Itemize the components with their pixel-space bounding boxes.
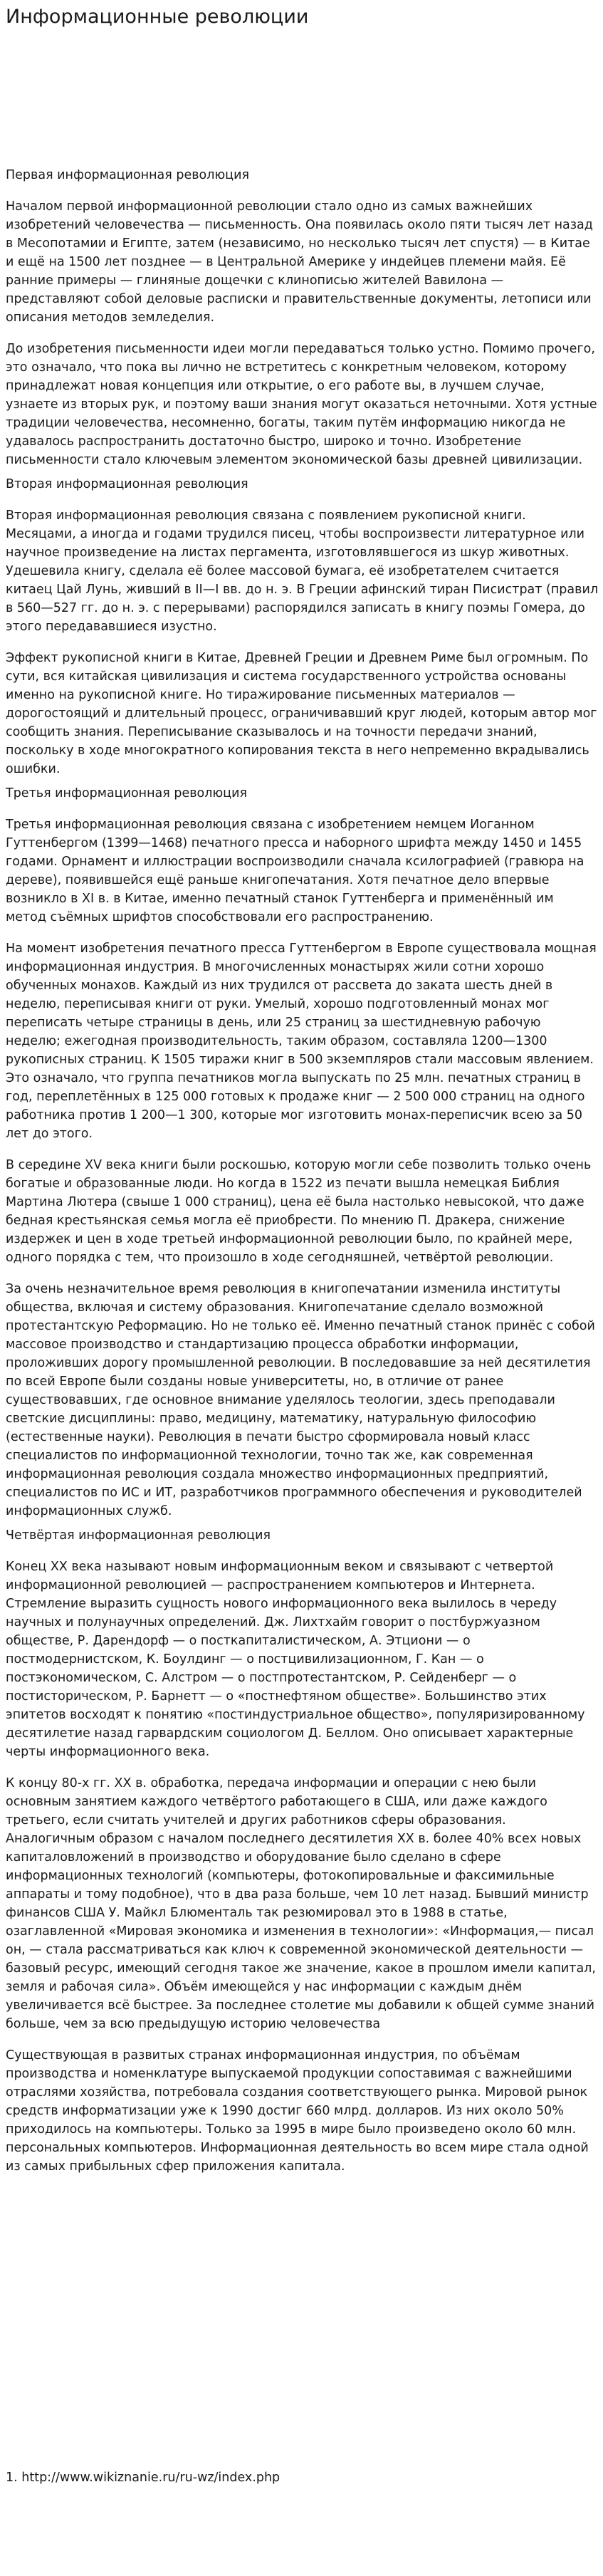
paragraph: Третья информационная революция связана с изобретением немцем Иоганном Гуттенбергом (1399—1468) печатного пресса и наборного шрифта между 1450 и 1455 годами. Орнамент и иллюстрации воспроизводили сначала ксилографией (гравюра на дереве), появившейся ещё раньше книгопечатания. Хотя печатное дело впервые возникло в XI в. в Китае, именно печатный станок Гуттенберга и применённый им метод съёмных шрифтов способствовали его распространению. bbox=[6, 818, 584, 924]
paragraph: В середине XV века книги были роскошью, которую могли себе позволить только очень богатые и образованные люди. Но когда в 1522 из печати вышла немецкая Библия Мартина Лютера (свыше 1 000 страниц), цена её была настолько невысокой, что даже бедная крестьянская семья могла её приобрести. По мнению П. Дракера, снижение издержек и цен в ходе третьей информационной революции было, по крайней мере, одного порядка с тем, что произошло в ходе сегодняшней, четвёртой революции. bbox=[6, 1158, 592, 1265]
footnote bbox=[6, 2468, 280, 2487]
paragraph: Началом первой информационной революции стало одно из самых важнейших изобретений человечества — письменность. Она появилась около пяти тысяч лет назад в Месопотамии и Египте, затем (независимо, но несколько тысяч лет спустя) — в Китае и ещё на 1500 лет позднее — в Центральной Америке у индейцев племени майя. Её ранние примеры — глиняные дощечки с клинописью жителей Вавилона — представляют собой деловые расписки и правительственные документы, летописи или описания методов земледелия. bbox=[6, 199, 593, 325]
paragraph: К концу 80-х гг. XX в. обработка, передача информации и операции с нею были основным занятием каждого четвёртого работающего в США, или даже каждого третьего, если считать учителей и других работников сферы образования. Аналогичным образом с началом последнего десятилетия XX в. более 40% всех новых капиталовложений в производство и оборудование было сделано в сфере информационных технологий (компьютеры, фотокопировальные и факсимильные аппараты и тому подобное), что в два раза больше, чем 10 лет назад. Бывший министр финансов США У. Майкл Блюменталь так резюмировал это в 1988 в статье, озаглавленной «Мировая экономика и изменения в технологии»: «Информация,— писал он, — стала рассматриваться как ключ к современной экономической деятельности — базовый ресурс, имеющий сегодня такое же значение, какое в прошлом имели капитал, земля и рабочая сила». Объём имеющейся у нас информации с каждым днём увеличивается всё быстрее. За последнее столетие мы добавили к общей сумме знаний больше, чем за всю предыдущую историю человечества bbox=[6, 1776, 596, 2031]
section-second-revolution bbox=[6, 475, 598, 778]
section-heading: Третья информационная революция bbox=[6, 786, 247, 801]
section-heading: Первая информационная революция bbox=[6, 168, 249, 182]
paragraph: Существующая в развитых странах информационная индустрия, по объёмам производства и номенклатуре выпускаемой продукции сопоставимая с важнейшими отраслями хозяйства, потребовала создания соответствующего рынка. Мировой рынок средств информатизации уже к 1990 достиг 660 млрд. долларов. Из них около 50% приходилось на компьютеры. Только за 1995 в мире было произведено около 60 млн. персональных компьютеров. Информационная деятельность во всем мире стала одной из самых прибыльных сфер приложения капитала. bbox=[6, 2048, 589, 2174]
section-heading: Четвёртая информационная революция bbox=[6, 1528, 271, 1543]
paragraph: Эффект рукописной книги в Китае, Древней Греции и Древнем Риме был огромным. По сути, вся китайская цивилизация и система государственного устройства основаны именно на рукописной книге. Но тиражирование письменных материалов — дорогостоящий и длительный процесс, ограничивавший круг людей, которым автор мог сообщить знания. Переписывание сказывалось и на точности передачи знаний, поскольку в ходе многократного копирования текста в него непременно вкрадывались ошибки. bbox=[6, 651, 597, 776]
document-body bbox=[6, 166, 598, 2181]
section-fourth-revolution bbox=[6, 1526, 598, 2176]
section-first-revolution bbox=[6, 166, 598, 469]
paragraph: За очень незначительное время революция в книгопечатании изменила институты общества, включая и систему образования. Книгопечатание сделало возможной протестантскую Реформацию. Но не только её. Именно печатный станок принёс с собой массовое производство и стандартизацию процесса обработки информации, проложивших дорогу промышленной революции. В последовавшие за ней десятилетия по всей Европе были созданы новые университеты, но, в отличие от ранее существовавших, где основное внимание уделялось теологии, здесь преподавали светские дисциплины: право, медицину, математику, натуральную философию (естественные науки). Революция в печати быстро сформировала новый класс специалистов по информационной технологии, точно так же, как современная информационная революция создала множество информационных предприятий, специалистов по ИС и ИТ, разработчиков программного обеспечения и руководителей информационных служб. bbox=[6, 1282, 595, 1518]
document-title: Информационные революции bbox=[6, 6, 309, 28]
paragraph: На момент изобретения печатного пресса Гуттенбергом в Европе существовала мощная информационная индустрия. В многочисленных монастырях жили сотни хорошо обученных монахов. Каждый из них трудился от рассвета до заката шесть дней в неделю, переписывая книги от руки. Умелый, хорошо подготовленный монах мог переписать четыре страницы в день, или 25 страниц за шестидневную рабочую неделю; ежегодная производительность, таким образом, составляла 1200—1300 рукописных страниц. К 1505 тиражи книг в 500 экземпляров стали массовым явлением. Это означало, что группа печатников могла выпускать по 25 млн. печатных страниц в год, переплетённых в 125 000 готовых к продаже книг — 2 500 000 страниц на одного работника против 1 200—1 300, которые мог изготовить монах-переписчик всею за 50 лет до этого. bbox=[6, 942, 597, 1141]
paragraph: Конец XX века называют новым информационным веком и связывают с четвертой информационной революцией — распространением компьютеров и Интернета. Стремление выразить сущность нового информационного века вылилось в череду научных и полунаучных определений. Дж. Лихтхайм говорит о постбуржуазном обществе, Р. Дарендорф — о посткапиталистическом, А. Этциони — о постмодернистском, К. Боулдинг — о постцивилизационном, Г. Кан — о постэкономическом, С. Алстром — о постпротестантском, Р. Сейденберг — о постисторическом, Р. Барнетт — о «постнефтяном обществе». Большинство этих эпитетов восходят к понятию «постиндустриальное общество», популяризированному десятилетие назад гарвардским социологом Д. Беллом. Оно описывает характерные черты информационного века. bbox=[6, 1560, 585, 1759]
footnote-link[interactable]: 1. http://www.wikiznanie.ru/ru-wz/index.php bbox=[6, 2471, 280, 2485]
section-third-revolution bbox=[6, 784, 598, 1521]
paragraph: До изобретения письменности идеи могли передаваться только устно. Помимо прочего, это означало, что пока вы лично не встретитесь с конкретным человеком, которому принадлежат новая концепция или открытие, о его работе вы, в лучшем случае, узнаете из вторых рук, и поэтому ваши знания могут оказаться неточными. Хотя устные традиции человечества, несомненно, богаты, таким путём информацию никогда не удавалось распространить достаточно быстро, широко и точно. Изобретение письменности стало ключевым элементом экономической базы древней цивилизации. bbox=[6, 342, 597, 467]
section-heading: Вторая информационная революция bbox=[6, 477, 248, 491]
paragraph: Вторая информационная революция связана с появлением рукописной книги. Месяцами, а иногда и годами трудился писец, чтобы воспроизвести литературное или научное произведение на листах пергамента, изготовлявшегося из шкур животных. Удешевила книгу, сделала её более массовой бумага, её изобретателем считается китаец Цай Лунь, живший в II—I вв. до н. э. В Греции афинский тиран Писистрат (правил в 560—527 гг. до н. э. с перерывами) распорядился записать в книгу поэмы Гомера, до этого передававшиеся изустно. bbox=[6, 509, 599, 634]
